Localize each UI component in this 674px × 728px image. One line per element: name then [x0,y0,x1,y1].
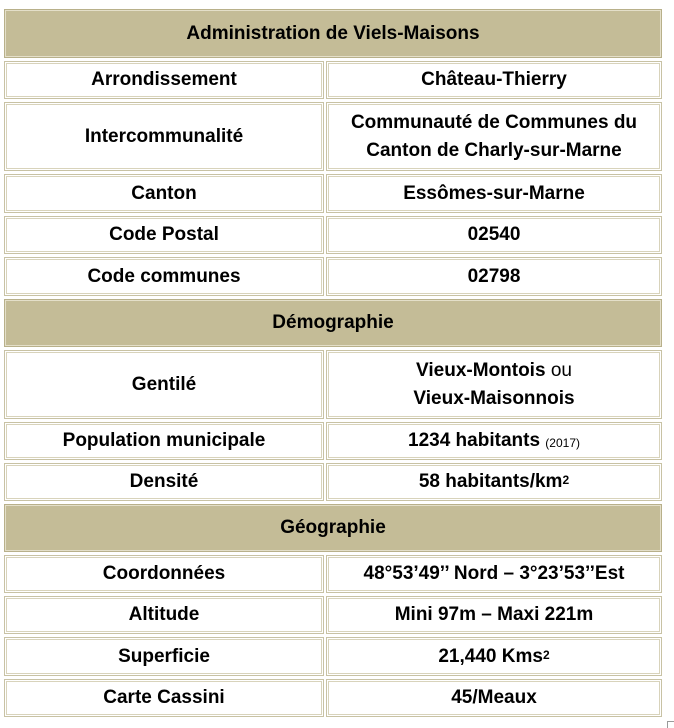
demographie-header-row [4,299,662,347]
canton-value: Essômes-sur-Marne [326,174,662,213]
carte-cassini-label: Carte Cassini [4,679,324,717]
table-row [4,679,662,717]
gentile-name-1: Vieux-Montois [416,359,546,381]
coordonnees-value: 48°53’49’’ Nord – 3°23’53’’Est [326,555,662,593]
altitude-label: Altitude [4,596,324,634]
code-communes-label: Code communes [4,257,324,296]
geographie-header: Géographie [4,504,662,552]
gentile-value [326,350,662,419]
gentile-value-line1 [416,357,572,385]
population-year: (2017) [545,436,580,450]
population-label: Population municipale [4,422,324,460]
altitude-value: Mini 97m – Maxi 221m [326,596,662,634]
table-row [4,350,662,419]
densite-label: Densité [4,463,324,501]
densite-number: 58 habitants/km [418,471,563,492]
demographie-header: Démographie [4,299,662,347]
table-row [4,555,662,593]
gentile-label: Gentilé [4,350,324,419]
resize-handle[interactable] [667,721,674,728]
coordonnees-label: Coordonnées [4,555,324,593]
gentile-conjunction: ou [550,359,572,381]
population-number: 1234 habitants [408,430,541,451]
carte-cassini-value: 45/Meaux [326,679,662,717]
table-row [4,102,662,171]
densite-value: 58 habitants/km $^2$ [326,463,662,501]
table-row [4,61,662,99]
title-row [4,9,662,58]
table-row [4,637,662,676]
table-title: Administration de Viels-Maisons [4,9,662,58]
intercommunalite-label: Intercommunalité [4,102,324,171]
arrondissement-value: Château-Thierry [326,61,662,99]
code-postal-value: 02540 [326,216,662,254]
table-row [4,596,662,634]
intercommunalite-value [326,102,662,171]
intercommunalite-value-line2: Canton de Charly-sur-Marne [366,139,622,161]
table-row [4,216,662,254]
superficie-number: 21,440 Kms [438,645,543,667]
code-communes-value: 02798 [326,257,662,296]
table-row [4,463,662,501]
population-value [326,422,662,460]
geographie-header-row [4,504,662,552]
table-row [4,174,662,213]
table-row [4,257,662,296]
superficie-value: 21,440 Kms $^2$ [326,637,662,676]
code-postal-label: Code Postal [4,216,324,254]
canton-label: Canton [4,174,324,213]
arrondissement-label: Arrondissement [4,61,324,99]
superficie-label: Superficie [4,637,324,676]
intercommunalite-value-line1: Communauté de Communes du [350,111,638,133]
table-row [4,422,662,460]
gentile-name-2: Vieux-Maisonnois [413,387,575,409]
